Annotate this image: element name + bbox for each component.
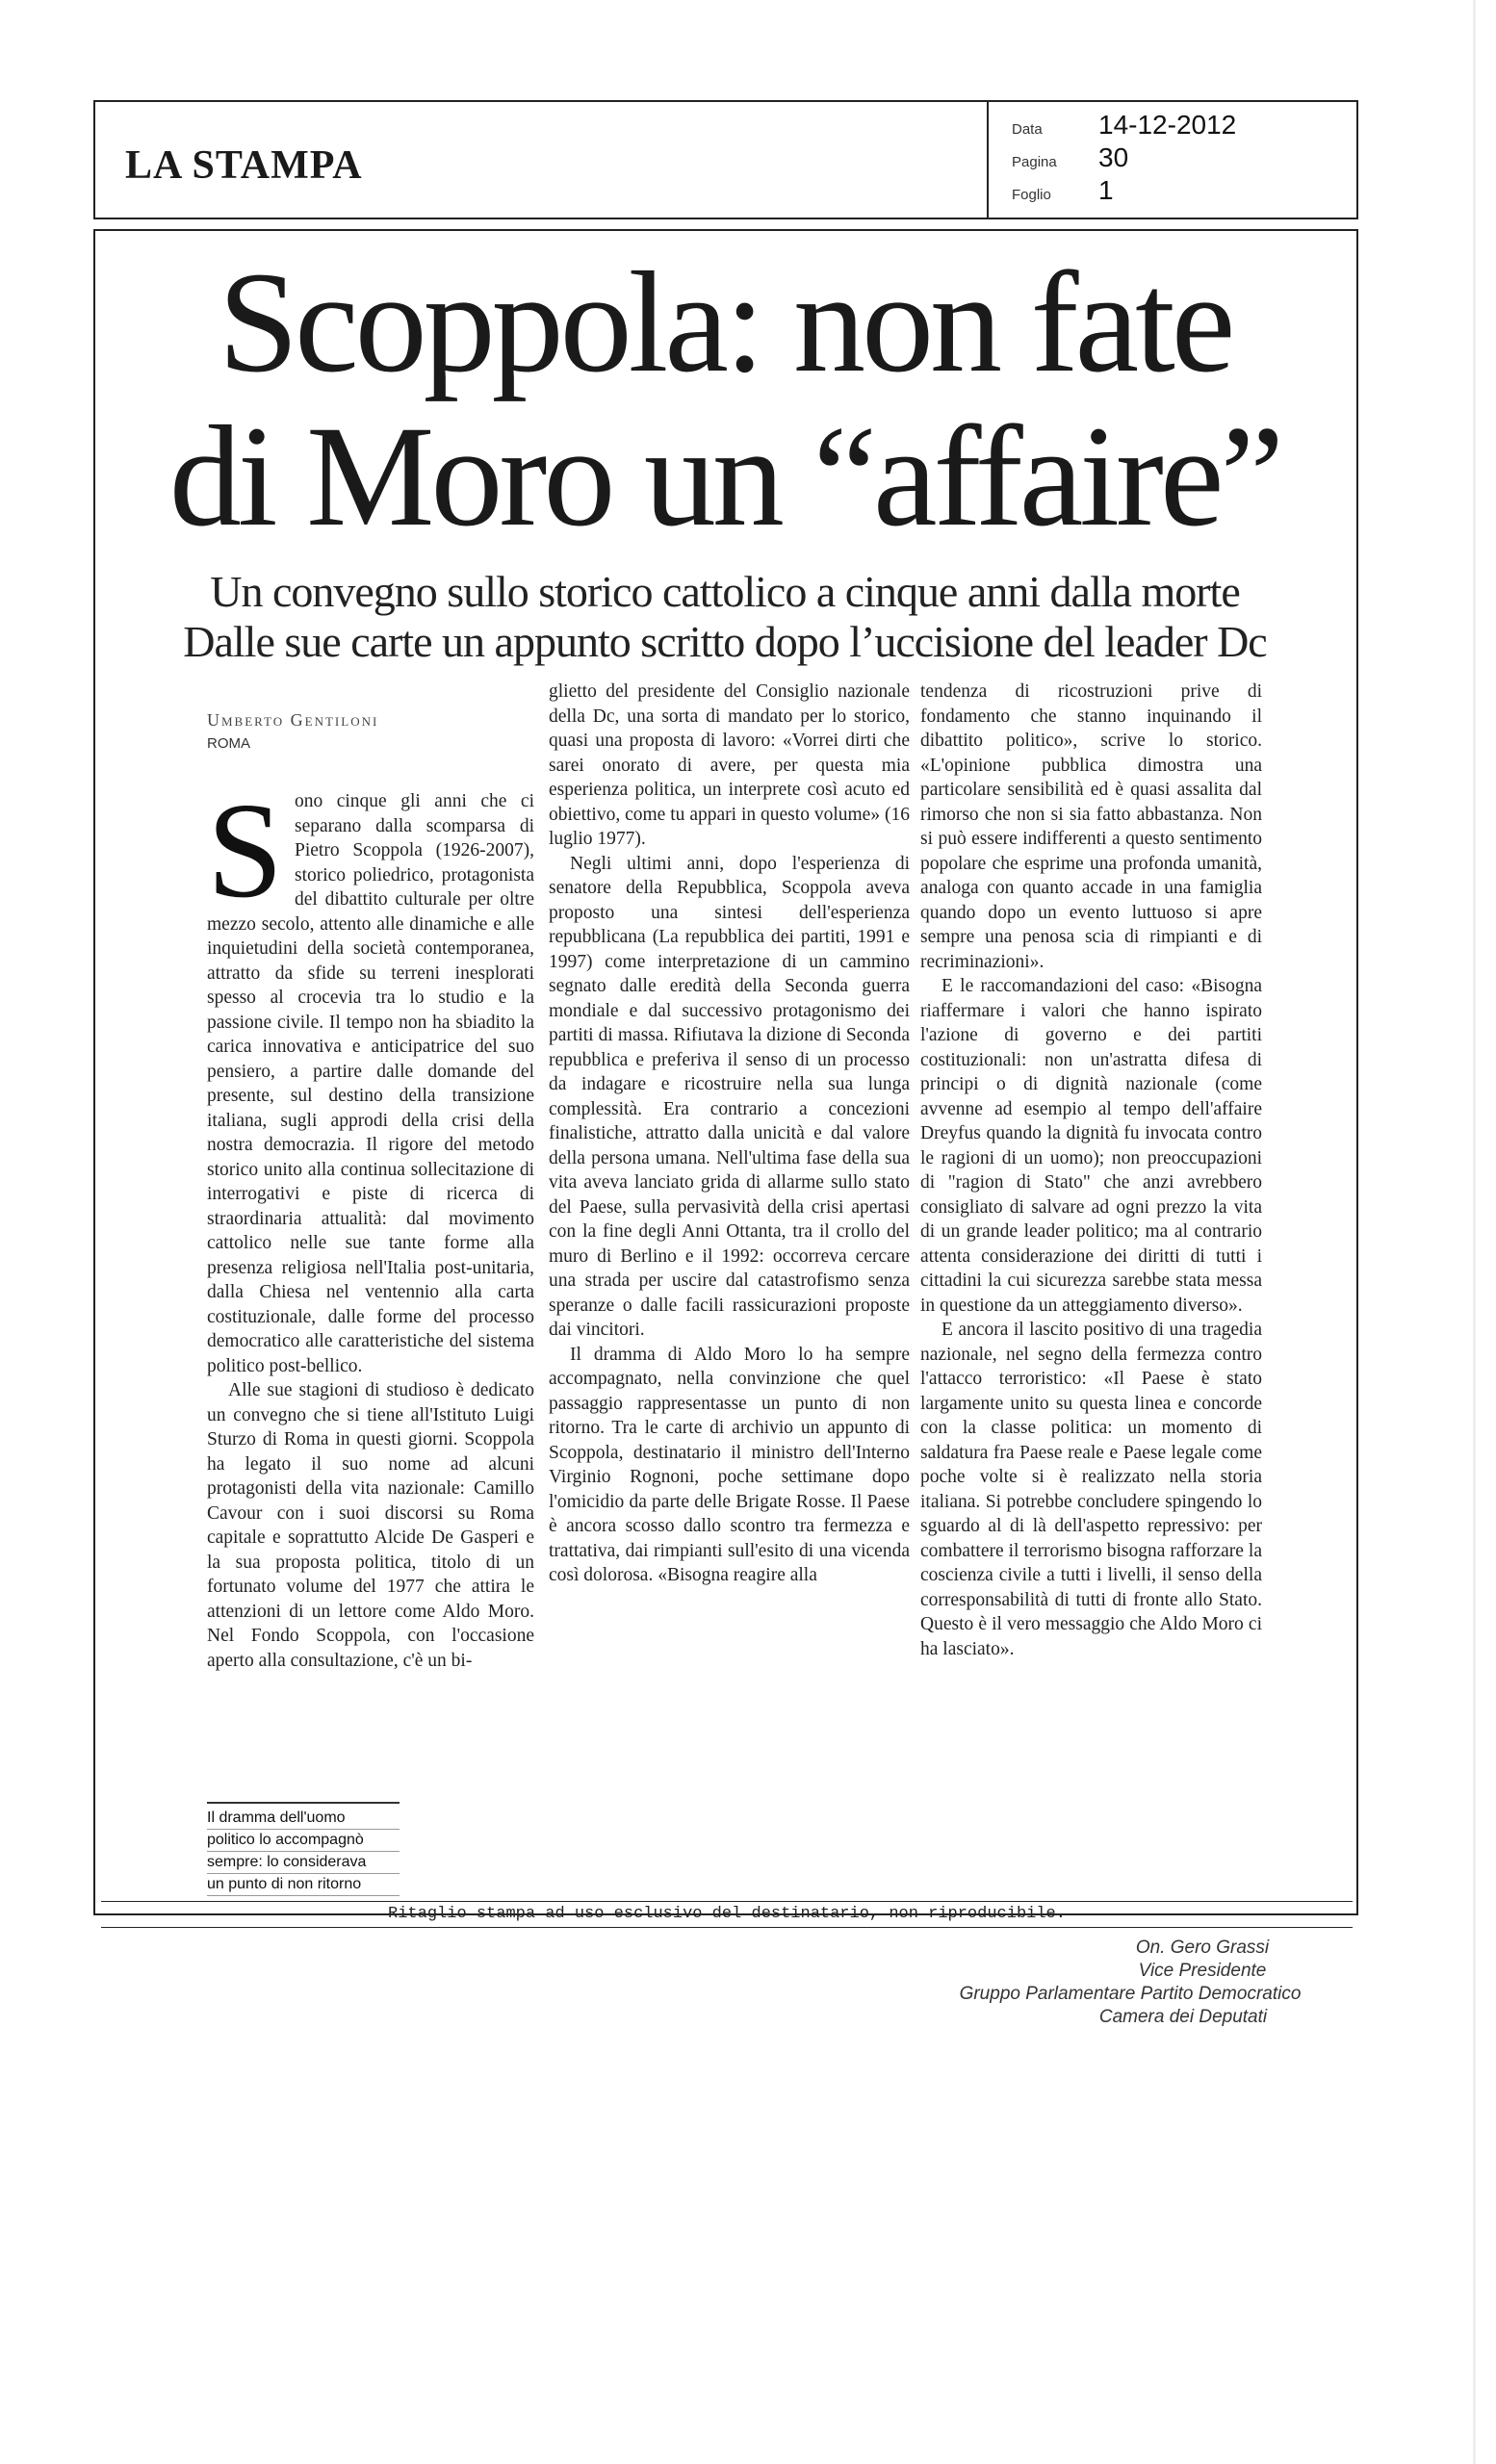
stamp-group: Gruppo Parlamentare Partito Democratico <box>959 1984 1302 2004</box>
headline-line-1: Scoppola: non fate <box>218 243 1232 402</box>
stamp-chamber: Camera dei Deputati <box>1098 2007 1268 2027</box>
byline: Umberto Gentiloni <box>207 710 379 730</box>
date-label: Data <box>1012 121 1043 138</box>
page-label: Pagina <box>1012 154 1057 170</box>
dateline: ROMA <box>207 735 250 752</box>
paragraph: glietto del presidente del Consiglio nazionale della Dc, una sorta di mandato per lo storico, quasi una proposta di lavoro: «Vorrei dirti che sarei onorato di avere, per questa mia esperienza politica, un interprete così acuto ed obiettivo, come tu appari in questo volume» (16 luglio 1977). <box>549 681 910 849</box>
scan-edge <box>1473 0 1476 2464</box>
pull-quote-line: Il dramma dell'uomo <box>207 1808 400 1830</box>
pull-quote-line: sempre: lo considerava <box>207 1852 400 1874</box>
paragraph: tendenza di ricostruzioni prive di fondamento che stanno inquinando il dibattito politico», scrive lo storico. «L'opinione pubblica dimostra una particolare sensibilità ed è quasi assalita dal rimorso che non si sia fatto abbastanza. Non si può essere indifferenti a questo sentimento popolare che esprime una profonda umanità, analoga con quanto accade in una famiglia quando dopo un evento luttuoso si apre sempre una penosa scia di rimpianti e di recriminazioni». <box>920 681 1262 972</box>
reproduction-notice: Ritaglio stampa ad uso esclusivo del destinatario, non riproducibile. <box>101 1901 1353 1928</box>
page-row <box>1012 142 1128 173</box>
pull-quote-line: politico lo accompagnò <box>207 1830 400 1852</box>
subheadline-line-2: Dalle sue carte un appunto scritto dopo l’uccisione del leader Dc <box>183 617 1267 666</box>
article-column-1 <box>207 774 534 1673</box>
newspaper-masthead: LA STAMPA <box>125 143 363 188</box>
paragraph: Alle sue stagioni di studioso è dedicato un convegno che si tiene all'Istituto Luigi Sturzo di Roma in questi giorni. Scoppola ha legato il suo nome ad alcuni protagonisti della vita nazionale: Camillo Cavour con i suoi discorsi su Roma capitale e soprattutto Alcide De Gasperi e la sua proposta politica, titolo di un fortunato volume del 1977 che attira le attenzioni di un lettore come Aldo Moro. Nel Fondo Scoppola, con l'occasione aperto alla consultazione, c'è un bi- <box>207 1380 534 1671</box>
headline-line-2: di Moro un “affaire” <box>168 397 1281 556</box>
sheet-value: 1 <box>1098 175 1114 205</box>
clipping-metadata <box>987 100 1358 219</box>
paragraph <box>207 774 534 1378</box>
paragraph: Il dramma di Aldo Moro lo ha sempre accompagnato, nella convinzione che quel passaggio rappresentasse un punto di non ritorno. Tra le carte di archivio un appunto di Scoppola, destinatario il ministro dell'Interno Virginio Rognoni, poche settimane dopo l'omicidio da parte delle Brigate Rosse. Il Paese è ancora scosso dallo scontro tra fermezza e trattativa, dai rimpianti sull'esito di una vicenda così dolorosa. «Bisogna reagire alla <box>549 1344 910 1585</box>
stamp-name: On. Gero Grassi <box>1135 1938 1270 1958</box>
sheet-row <box>1012 175 1114 206</box>
drop-cap: S <box>207 774 283 926</box>
paragraph: Negli ultimi anni, dopo l'esperienza di senatore della Repubblica, Scoppola aveva proposto una sintesi dell'esperienza repubblicana (La repubblica dei partiti, 1991 e 1997) come interpretazione di un cammino segnato dalle eredità della Seconda guerra mondiale e dal successivo protagonismo dei partiti di massa. Rifiutava la dizione di Seconda repubblica e preferiva il senso di un processo da indagare e ricostruire nella sua lunga complessità. Era contrario a concezioni finalistiche, attratto dalla unicità e dal valore della persona umana. Nell'ultima fase della sua vita aveva lanciato grida di allarme sullo stato del Paese, sulla pervasività della crisi apertasi con la fine degli Anni Ottanta, tra il crollo del muro di Berlino e il 1992: occorreva cercare una strada per uscire dal catastrofismo senza speranze o dalle facili rassicurazioni proposte dai vincitori. <box>549 853 910 1340</box>
subheadline-line-1: Un convegno sullo storico cattolico a cinque anni dalla morte <box>210 567 1240 616</box>
paragraph: E le raccomandazioni del caso: «Bisogna riaffermare i valori che hanno ispirato l'azione di governo e dei partiti costituzionali: non un'astratta difesa di principi o di dignità nazionale (come avvenne ad esempio al tempo dell'affaire Dreyfus quando la dignità fu invocata contro le ragioni di un uomo); non preoccupazioni di "ragion di Stato" che anzi avrebbero consigliato di salvare ad ogni prezzo la vita di un grande leader politico; ma al contrario attenta considerazione dei diritti di tutti i cittadini la cui sicurezza sarebbe stata messa in questione da un atteggiamento diverso». <box>920 976 1262 1316</box>
pull-quote <box>207 1802 400 1896</box>
pull-quote-line: un punto di non ritorno <box>207 1874 400 1896</box>
date-row <box>1012 110 1236 141</box>
article-column-2 <box>549 680 910 1588</box>
paragraph-text: ono cinque gli anni che ci separano dalla scomparsa di Pietro Scoppola (1926-2007), storico poliedrico, protagonista del dibattito culturale per oltre mezzo secolo, attento alle dinamiche e alle inquietudini della società contemporanea, attratto da sfide su terreni inesplorati spesso al crocevia tra lo studio e la passione civile. Il tempo non ha sbiadito la carica innovativa e anticipatrice del suo pensiero, a partire dalle domande del presente, sul destino della transizione italiana, sugli approdi della crisi della nostra democrazia. Il rigore del metodo storico unito alla continua sollecitazione di interrogativi e piste di ricerca di straordinaria attualità: dal movimento cattolico nelle sue tante forme alla presenza religiosa nell'Italia post-unitaria, dalla Chiesa nel ventennio alla carta costituzionale, dalle forme del processo democratico alle caratteristiche del sistema politico post-bellico. <box>207 791 534 1376</box>
sheet-label: Foglio <box>1012 187 1051 203</box>
page-value: 30 <box>1098 142 1129 172</box>
sender-stamp <box>899 1937 1361 2029</box>
date-value: 14-12-2012 <box>1098 110 1237 140</box>
paragraph: E ancora il lascito positivo di una tragedia nazionale, nel segno della fermezza contro l'attacco terroristico: «Il Paese è stato largamente unito su questa linea e concorde con la classe politica: un momento di saldatura fra Paese reale e Paese legale come poche volte si è realizzato nella storia italiana. Si potrebbe concludere spingendo lo sguardo al di là dell'aspetto repressivo: per combattere il terrorismo bisogna rafforzare la coscienza civile a tutti i livelli, il senso della corresponsabilità di tutti di fronte allo Stato. Questo è il vero messaggio che Aldo Moro ci ha lasciato». <box>920 1320 1262 1659</box>
article-column-3 <box>920 680 1262 1661</box>
stamp-role: Vice Presidente <box>1138 1961 1267 1981</box>
